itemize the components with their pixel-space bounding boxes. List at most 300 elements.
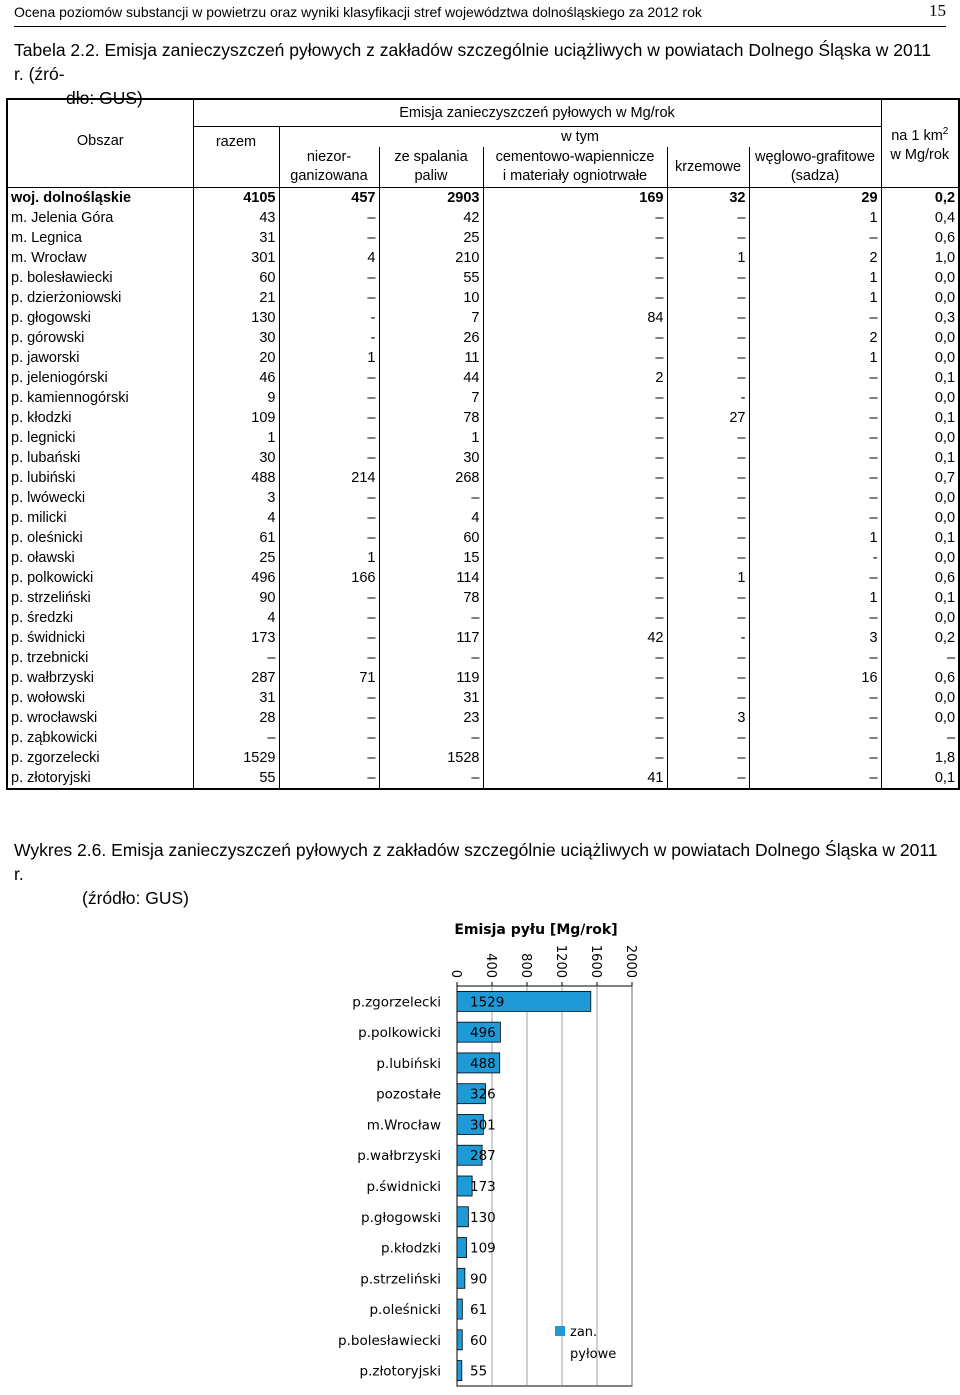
row-cell: 43 bbox=[193, 208, 279, 228]
row-cell: 30 bbox=[193, 448, 279, 468]
row-cell: 2 bbox=[749, 328, 881, 348]
row-cell: – bbox=[483, 648, 667, 668]
row-cell: – bbox=[749, 448, 881, 468]
row-cell: – bbox=[483, 268, 667, 288]
row-cell: – bbox=[749, 488, 881, 508]
row-cell: – bbox=[749, 708, 881, 728]
row-area: p. kłodzki bbox=[11, 410, 72, 426]
table-row bbox=[7, 468, 959, 488]
row-cell: 457 bbox=[279, 188, 379, 209]
bar bbox=[457, 1361, 462, 1381]
row-cell: – bbox=[667, 228, 749, 248]
row-cell: – bbox=[279, 208, 379, 228]
row-area: p. trzebnicki bbox=[11, 650, 89, 666]
table-row bbox=[7, 628, 959, 648]
row-cell: 28 bbox=[193, 708, 279, 728]
row-cell: 29 bbox=[749, 188, 881, 209]
row-cell: 210 bbox=[379, 248, 483, 268]
row-area: p. ząbkowicki bbox=[11, 730, 98, 746]
row-cell: – bbox=[667, 668, 749, 688]
row-cell: 25 bbox=[193, 548, 279, 568]
row-cell: – bbox=[279, 388, 379, 408]
row-cell: – bbox=[483, 288, 667, 308]
row-cell: – bbox=[193, 648, 279, 668]
table-row bbox=[7, 368, 959, 388]
row-area: p. jaworski bbox=[11, 350, 80, 366]
row-cell: 166 bbox=[279, 568, 379, 588]
row-cell: 1 bbox=[667, 568, 749, 588]
value-label: 109 bbox=[470, 1240, 496, 1257]
header-ze-spalania: ze spalania paliw bbox=[379, 147, 483, 188]
table-row bbox=[7, 388, 959, 408]
row-cell: – bbox=[667, 728, 749, 748]
category-label: p.polkowicki bbox=[358, 1025, 441, 1042]
category-label: p.wałbrzyski bbox=[357, 1148, 441, 1165]
value-label: 1529 bbox=[470, 994, 505, 1011]
table-row bbox=[7, 248, 959, 268]
table-row bbox=[7, 288, 959, 308]
row-cell: 4 bbox=[379, 508, 483, 528]
value-label: 61 bbox=[470, 1302, 488, 1319]
row-area: p. średzki bbox=[11, 610, 74, 626]
row-cell: – bbox=[667, 348, 749, 368]
table-row bbox=[7, 428, 959, 448]
category-label: p.głogowski bbox=[361, 1209, 441, 1226]
table-row bbox=[7, 748, 959, 768]
row-cell: 4 bbox=[279, 248, 379, 268]
row-cell: – bbox=[667, 428, 749, 448]
row-cell: – bbox=[279, 608, 379, 628]
row-cell: – bbox=[749, 308, 881, 328]
legend-swatch bbox=[555, 1326, 565, 1336]
chart-svg bbox=[330, 910, 650, 1390]
row-area: p. oławski bbox=[11, 550, 75, 566]
table-row bbox=[7, 688, 959, 708]
bar bbox=[457, 1330, 462, 1350]
row-cell: – bbox=[279, 268, 379, 288]
row-area: p. milicki bbox=[11, 510, 67, 526]
header-w-tym: w tym bbox=[279, 127, 881, 148]
chart-title: Emisja pyłu [Mg/rok] bbox=[454, 922, 618, 938]
row-cell: 117 bbox=[379, 628, 483, 648]
row-cell: - bbox=[667, 388, 749, 408]
row-cell: 55 bbox=[193, 768, 279, 789]
header-obszar: Obszar bbox=[7, 99, 193, 188]
table-row bbox=[7, 188, 959, 209]
row-cell: 11 bbox=[379, 348, 483, 368]
row-cell: – bbox=[749, 388, 881, 408]
row-cell: 23 bbox=[379, 708, 483, 728]
row-cell: 90 bbox=[193, 588, 279, 608]
row-cell: 3 bbox=[749, 628, 881, 648]
row-cell: 496 bbox=[193, 568, 279, 588]
row-area: p. zgorzelecki bbox=[11, 750, 100, 766]
row-cell: 169 bbox=[483, 188, 667, 209]
row-cell: – bbox=[279, 228, 379, 248]
row-cell: – bbox=[749, 568, 881, 588]
row-cell: 1 bbox=[749, 268, 881, 288]
row-cell: 71 bbox=[279, 668, 379, 688]
row-cell: 1 bbox=[667, 248, 749, 268]
row-cell: – bbox=[279, 768, 379, 789]
row-cell: – bbox=[749, 428, 881, 448]
row-cell: 0,1 bbox=[881, 768, 959, 789]
header-razem: razem bbox=[193, 127, 279, 188]
value-label: 326 bbox=[470, 1086, 496, 1103]
row-cell: 4 bbox=[193, 608, 279, 628]
row-cell: – bbox=[667, 528, 749, 548]
category-label: p.kłodzki bbox=[381, 1240, 441, 1257]
row-cell: – bbox=[667, 448, 749, 468]
row-cell: 84 bbox=[483, 308, 667, 328]
row-cell: – bbox=[483, 548, 667, 568]
row-cell: – bbox=[749, 748, 881, 768]
row-cell: – bbox=[667, 488, 749, 508]
row-cell: 0,6 bbox=[881, 228, 959, 248]
row-cell: 1 bbox=[749, 208, 881, 228]
row-area: m. Wrocław bbox=[11, 250, 87, 266]
row-cell: – bbox=[667, 308, 749, 328]
figure-caption bbox=[14, 838, 944, 910]
category-label: p.bolesławiecki bbox=[338, 1332, 441, 1349]
bar bbox=[457, 1299, 462, 1319]
row-cell: 21 bbox=[193, 288, 279, 308]
row-cell: – bbox=[483, 728, 667, 748]
row-cell: – bbox=[379, 648, 483, 668]
table-row bbox=[7, 328, 959, 348]
row-cell: 0,4 bbox=[881, 208, 959, 228]
table-row bbox=[7, 508, 959, 528]
row-cell: – bbox=[667, 368, 749, 388]
row-cell: 0,6 bbox=[881, 668, 959, 688]
table-caption-line1: Tabela 2.2. Emisja zanieczyszczeń pyłowych z zakładów szczególnie uciążliwych w powiatach Dolnego Śląska w 2011 r. (źró- bbox=[14, 40, 931, 84]
row-cell: – bbox=[483, 508, 667, 528]
row-cell: 32 bbox=[667, 188, 749, 209]
row-cell: 173 bbox=[193, 628, 279, 648]
row-cell: 30 bbox=[193, 328, 279, 348]
row-cell: – bbox=[749, 368, 881, 388]
row-cell: 1 bbox=[279, 548, 379, 568]
row-area: p. lubański bbox=[11, 450, 81, 466]
row-cell: 0,2 bbox=[881, 628, 959, 648]
row-area: p. strzeliński bbox=[11, 590, 91, 606]
row-cell: 4 bbox=[193, 508, 279, 528]
table-row bbox=[7, 488, 959, 508]
table-body bbox=[7, 188, 959, 790]
row-cell: – bbox=[667, 208, 749, 228]
header-per-km2: na 1 $km^2$ w Mg/rok bbox=[881, 99, 959, 188]
row-cell: – bbox=[483, 228, 667, 248]
row-cell: – bbox=[483, 208, 667, 228]
row-cell: 16 bbox=[749, 668, 881, 688]
row-cell: – bbox=[193, 728, 279, 748]
row-cell: 0,1 bbox=[881, 448, 959, 468]
row-cell: – bbox=[483, 748, 667, 768]
header-title: Ocena poziomów substancji w powietrzu oraz wyniki klasyfikacji stref województwa dolnośląskiego za 2012 rok bbox=[14, 4, 702, 20]
row-cell: – bbox=[749, 468, 881, 488]
row-cell: – bbox=[279, 428, 379, 448]
row-cell: 0,0 bbox=[881, 608, 959, 628]
row-cell: 0,7 bbox=[881, 468, 959, 488]
value-label: 173 bbox=[470, 1179, 496, 1195]
row-cell: 41 bbox=[483, 768, 667, 789]
legend-label-line2: pyłowe bbox=[570, 1347, 617, 1362]
row-cell: 9 bbox=[193, 388, 279, 408]
row-cell: 3 bbox=[667, 708, 749, 728]
row-cell: 10 bbox=[379, 288, 483, 308]
row-cell: 30 bbox=[379, 448, 483, 468]
table-row bbox=[7, 308, 959, 328]
row-cell: – bbox=[667, 468, 749, 488]
row-area: p. lubiński bbox=[11, 470, 76, 486]
row-cell: – bbox=[749, 728, 881, 748]
row-cell: – bbox=[749, 688, 881, 708]
row-cell: – bbox=[279, 288, 379, 308]
row-cell: – bbox=[279, 508, 379, 528]
tick-label: 2000 bbox=[623, 944, 638, 978]
row-cell: – bbox=[483, 388, 667, 408]
tick-label: 400 bbox=[483, 953, 498, 978]
header-cementowo: cementowo-wapiennicze i materiały ogniotrwałe bbox=[483, 147, 667, 188]
row-cell: 0,0 bbox=[881, 688, 959, 708]
row-cell: 1 bbox=[749, 288, 881, 308]
row-area: p. jeleniogórski bbox=[11, 370, 108, 386]
row-cell: 0,0 bbox=[881, 428, 959, 448]
row-cell: 0,0 bbox=[881, 708, 959, 728]
row-cell: – bbox=[279, 628, 379, 648]
row-area: p. głogowski bbox=[11, 310, 91, 326]
row-cell: – bbox=[279, 708, 379, 728]
row-area: p. kamiennogórski bbox=[11, 390, 129, 406]
emission-table bbox=[6, 98, 960, 790]
row-cell: – bbox=[749, 648, 881, 668]
table-row bbox=[7, 668, 959, 688]
row-cell: 0,0 bbox=[881, 388, 959, 408]
row-cell: 1 bbox=[379, 428, 483, 448]
row-cell: – bbox=[749, 608, 881, 628]
row-cell: – bbox=[483, 248, 667, 268]
row-cell: 1 bbox=[193, 428, 279, 448]
row-cell: 42 bbox=[483, 628, 667, 648]
row-cell: - bbox=[749, 548, 881, 568]
row-area: p. świdnicki bbox=[11, 630, 86, 646]
table-row bbox=[7, 268, 959, 288]
row-cell: 0,0 bbox=[881, 508, 959, 528]
row-cell: 1,8 bbox=[881, 748, 959, 768]
header-niezorganizowana: niezor- ganizowana bbox=[279, 147, 379, 188]
category-label: p.świdnicki bbox=[366, 1179, 441, 1195]
row-cell: 0,0 bbox=[881, 548, 959, 568]
table-row bbox=[7, 528, 959, 548]
row-cell: – bbox=[667, 648, 749, 668]
row-cell: 268 bbox=[379, 468, 483, 488]
row-cell: 60 bbox=[379, 528, 483, 548]
row-cell: – bbox=[667, 268, 749, 288]
row-cell: 119 bbox=[379, 668, 483, 688]
row-cell: 0,0 bbox=[881, 328, 959, 348]
row-cell: – bbox=[881, 728, 959, 748]
row-cell: – bbox=[279, 648, 379, 668]
row-cell: 1528 bbox=[379, 748, 483, 768]
row-cell: 130 bbox=[193, 308, 279, 328]
row-cell: – bbox=[667, 508, 749, 528]
row-cell: – bbox=[279, 688, 379, 708]
bar bbox=[457, 1238, 467, 1258]
row-cell: 2 bbox=[483, 368, 667, 388]
row-area: p. dzierżoniowski bbox=[11, 290, 122, 306]
row-cell: 78 bbox=[379, 588, 483, 608]
table-row bbox=[7, 588, 959, 608]
row-cell: 301 bbox=[193, 248, 279, 268]
row-cell: – bbox=[483, 688, 667, 708]
table-row bbox=[7, 648, 959, 668]
value-label: 488 bbox=[470, 1055, 496, 1072]
row-cell: – bbox=[279, 528, 379, 548]
row-area: p. bolesławiecki bbox=[11, 270, 113, 286]
row-cell: – bbox=[881, 648, 959, 668]
row-cell: – bbox=[379, 488, 483, 508]
table-row bbox=[7, 408, 959, 428]
row-cell: – bbox=[483, 528, 667, 548]
page-number: 15 bbox=[929, 1, 946, 20]
row-cell: – bbox=[279, 588, 379, 608]
row-cell: – bbox=[279, 728, 379, 748]
value-label: 90 bbox=[470, 1271, 488, 1288]
row-cell: 31 bbox=[193, 228, 279, 248]
row-cell: 1 bbox=[749, 588, 881, 608]
table-row bbox=[7, 728, 959, 748]
category-label: pozostałe bbox=[376, 1086, 441, 1103]
row-cell: 7 bbox=[379, 308, 483, 328]
table-row bbox=[7, 228, 959, 248]
row-cell: – bbox=[667, 328, 749, 348]
row-cell: 78 bbox=[379, 408, 483, 428]
row-cell: – bbox=[483, 448, 667, 468]
table-row bbox=[7, 708, 959, 728]
row-cell: 55 bbox=[379, 268, 483, 288]
table-caption-line2: dło: GUS) bbox=[66, 88, 143, 108]
bar bbox=[457, 1268, 465, 1288]
row-cell: – bbox=[279, 748, 379, 768]
row-cell: 0,0 bbox=[881, 488, 959, 508]
value-label: 496 bbox=[470, 1025, 496, 1042]
row-cell: – bbox=[483, 468, 667, 488]
row-cell: 44 bbox=[379, 368, 483, 388]
row-cell: 1 bbox=[749, 528, 881, 548]
row-cell: 109 bbox=[193, 408, 279, 428]
row-cell: – bbox=[667, 608, 749, 628]
row-cell: 1529 bbox=[193, 748, 279, 768]
row-cell: 1 bbox=[749, 348, 881, 368]
row-cell: – bbox=[749, 408, 881, 428]
tick-label: 1600 bbox=[588, 944, 603, 978]
row-area: p. legnicki bbox=[11, 430, 76, 446]
row-cell: 61 bbox=[193, 528, 279, 548]
row-area: p. wrocławski bbox=[11, 710, 98, 726]
row-cell: 488 bbox=[193, 468, 279, 488]
row-cell: – bbox=[749, 768, 881, 789]
value-label: 130 bbox=[470, 1209, 496, 1226]
row-area: p. wołowski bbox=[11, 690, 86, 706]
row-cell: – bbox=[483, 328, 667, 348]
page-header bbox=[14, 0, 946, 27]
row-area: p. lwówecki bbox=[11, 490, 86, 506]
row-cell: 0,0 bbox=[881, 288, 959, 308]
row-cell: 0,0 bbox=[881, 348, 959, 368]
row-area: p. oleśnicki bbox=[11, 530, 83, 546]
row-cell: 7 bbox=[379, 388, 483, 408]
value-label: 287 bbox=[470, 1148, 496, 1165]
row-cell: – bbox=[483, 608, 667, 628]
row-cell: – bbox=[379, 608, 483, 628]
row-cell: – bbox=[279, 408, 379, 428]
row-area: woj. dolnośląskie bbox=[7, 188, 193, 209]
row-cell: 0,1 bbox=[881, 368, 959, 388]
row-cell: - bbox=[279, 308, 379, 328]
row-cell: – bbox=[379, 728, 483, 748]
row-cell: – bbox=[483, 408, 667, 428]
row-cell: 31 bbox=[193, 688, 279, 708]
value-label: 60 bbox=[470, 1332, 488, 1349]
row-cell: – bbox=[279, 488, 379, 508]
table-row bbox=[7, 608, 959, 628]
table-row bbox=[7, 568, 959, 588]
table-row bbox=[7, 768, 959, 789]
row-area: m. Legnica bbox=[11, 230, 82, 246]
emission-bar-chart bbox=[330, 910, 650, 1390]
figure-caption-line1: Wykres 2.6. Emisja zanieczyszczeń pyłowych z zakładów szczególnie uciążliwych w powiatach Dolnego Śląska w 2011 r. bbox=[14, 840, 938, 884]
row-area: p. polkowicki bbox=[11, 570, 94, 586]
figure-caption-line2: (źródło: GUS) bbox=[82, 888, 189, 908]
row-cell: 20 bbox=[193, 348, 279, 368]
row-cell: 2 bbox=[749, 248, 881, 268]
header-weglowo: węglowo-grafitowe (sadza) bbox=[749, 147, 881, 188]
row-cell: 1,0 bbox=[881, 248, 959, 268]
row-cell: 26 bbox=[379, 328, 483, 348]
row-cell: 0,2 bbox=[881, 188, 959, 209]
row-cell: – bbox=[749, 508, 881, 528]
row-cell: – bbox=[379, 768, 483, 789]
row-cell: 214 bbox=[279, 468, 379, 488]
table-row bbox=[7, 548, 959, 568]
row-cell: – bbox=[279, 368, 379, 388]
row-cell: 114 bbox=[379, 568, 483, 588]
row-area: m. Jelenia Góra bbox=[11, 210, 114, 226]
header-krzemowe: krzemowe bbox=[667, 147, 749, 188]
row-cell: – bbox=[483, 348, 667, 368]
row-cell: 1 bbox=[279, 348, 379, 368]
tick-label: 800 bbox=[518, 953, 533, 978]
row-cell: – bbox=[483, 668, 667, 688]
row-cell: – bbox=[667, 548, 749, 568]
table-row bbox=[7, 448, 959, 468]
row-cell: 42 bbox=[379, 208, 483, 228]
row-cell: 0,6 bbox=[881, 568, 959, 588]
row-cell: – bbox=[483, 568, 667, 588]
bar bbox=[457, 1207, 468, 1227]
row-area: p. złotoryjski bbox=[11, 770, 91, 786]
tick-label: 1200 bbox=[553, 944, 568, 978]
row-cell: – bbox=[279, 448, 379, 468]
category-label: m.Wrocław bbox=[366, 1117, 441, 1134]
row-cell: – bbox=[483, 428, 667, 448]
value-label: 301 bbox=[470, 1117, 496, 1134]
row-cell: 15 bbox=[379, 548, 483, 568]
row-cell: - bbox=[279, 328, 379, 348]
tick-label: 0 bbox=[448, 969, 463, 978]
row-cell: 287 bbox=[193, 668, 279, 688]
row-cell: – bbox=[749, 228, 881, 248]
